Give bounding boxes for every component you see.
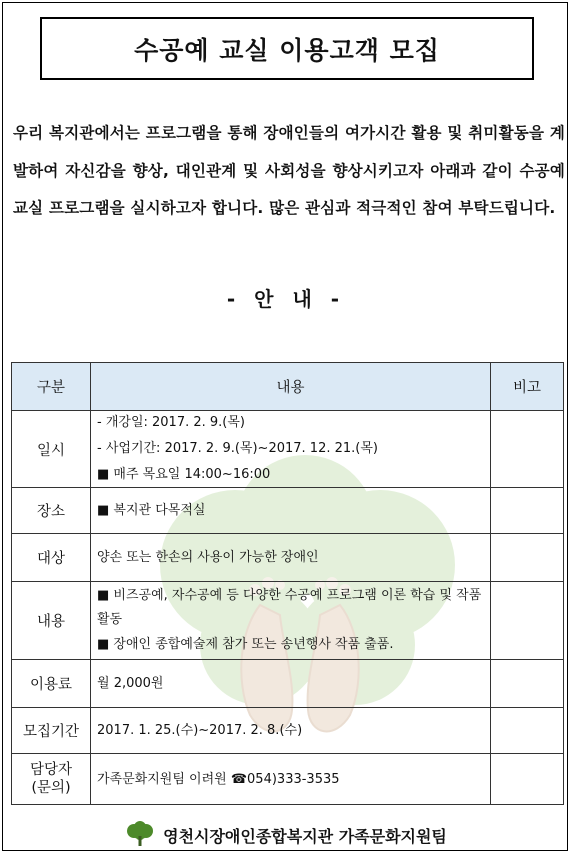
row-label-line: (문의) — [31, 780, 71, 796]
row-note — [491, 660, 564, 708]
table-row — [12, 488, 564, 534]
row-note — [491, 411, 564, 488]
header-note: 비고 — [491, 363, 564, 411]
footer — [0, 818, 572, 852]
info-table — [11, 362, 564, 805]
row-label: 이용료 — [12, 660, 91, 708]
content-line: ■ 매주 목요일 14:00~16:00 — [97, 467, 271, 482]
table-row — [12, 660, 564, 708]
row-label: 대상 — [12, 534, 91, 582]
table-row — [12, 754, 564, 805]
table-row — [12, 411, 564, 488]
table-header-row — [12, 363, 564, 411]
row-content — [91, 754, 491, 805]
tree-logo-icon — [125, 821, 155, 849]
footer-org-name: 영천시장애인종합복지관 가족문화지원팀 — [163, 826, 447, 846]
content-line: ■ 비즈공예, 자수공예 등 다양한 수공예 프로그램 이론 학습 및 작품활동 — [97, 587, 482, 627]
row-content — [91, 411, 491, 488]
guide-heading-text: - 안 내 - — [226, 287, 346, 311]
row-content — [91, 660, 491, 708]
content-line: - 개강일: 2017. 2. 9.(목) — [97, 415, 245, 430]
content-line: ■ 장애인 종합예술제 참가 또는 송년행사 작품 출품. — [97, 636, 394, 652]
row-note — [491, 488, 564, 534]
content-line: 2017. 1. 25.(수)~2017. 2. 8.(수) — [97, 723, 303, 738]
content-line: 가족문화지원팀 이려원 ☎054)333-3535 — [97, 771, 340, 787]
row-label — [12, 754, 91, 805]
row-note — [491, 534, 564, 582]
row-label: 내용 — [12, 582, 91, 660]
row-note — [491, 754, 564, 805]
row-label: 모집기간 — [12, 708, 91, 754]
content-line: - 사업기간: 2017. 2. 9.(목)~2017. 12. 21.(목) — [97, 441, 378, 456]
content-line: ■ 복지관 다목적실 — [97, 503, 206, 518]
row-note — [491, 582, 564, 660]
row-label-line: 담당자 — [29, 762, 73, 778]
header-category: 구분 — [12, 363, 91, 411]
table-row — [12, 708, 564, 754]
header-content: 내용 — [91, 363, 491, 411]
table-row — [12, 534, 564, 582]
content-line: 양손 또는 한손의 사용이 가능한 장애인 — [97, 550, 319, 565]
row-content — [91, 582, 491, 660]
row-content — [91, 534, 491, 582]
content-line: 월 2,000원 — [97, 676, 164, 691]
row-content — [91, 488, 491, 534]
row-note — [491, 708, 564, 754]
row-label: 장소 — [12, 488, 91, 534]
guide-heading — [0, 283, 572, 312]
document-title: 수공예 교실 이용고객 모집 — [40, 17, 534, 80]
table-row — [12, 582, 564, 660]
row-label: 일시 — [12, 411, 91, 488]
row-content — [91, 708, 491, 754]
intro-paragraph: 우리 복지관에서는 프로그램을 통해 장애인들의 여가시간 활용 및 취미활동을 계발하여 자신감을 향상, 대인관계 및 사회성을 향상시키고자 아래과 같이 수공예 교실 프로그램을 실시하고자 합니다. 많은 관심과 적극적인 참여 부탁드립니다. — [13, 124, 565, 217]
